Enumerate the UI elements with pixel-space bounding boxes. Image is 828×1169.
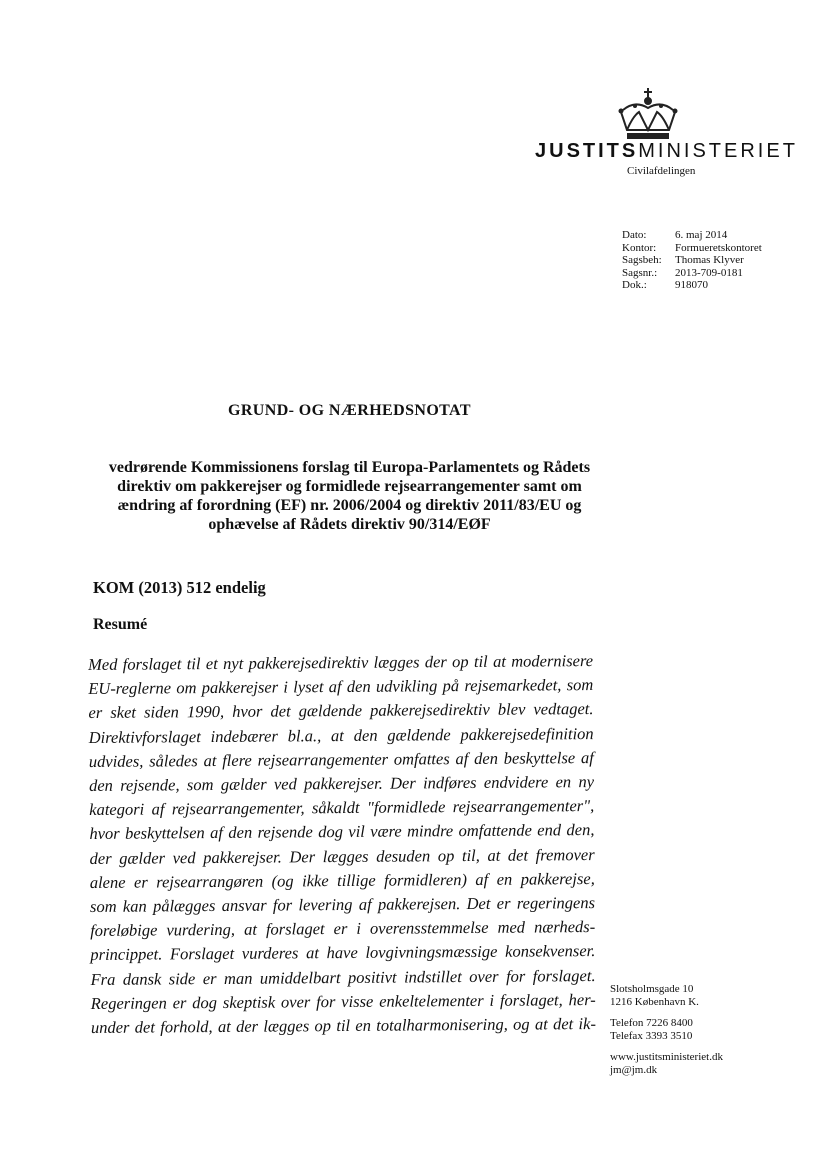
document-metadata xyxy=(622,229,762,292)
body-line: Regeringen er dog skeptisk over for visse enkeltelementer i forslaget, her- xyxy=(90,989,596,1013)
meta-key: Kontor: xyxy=(622,241,657,254)
division-name: Civilafdelingen xyxy=(627,165,696,177)
body-line: er sket siden 1990, hvor det gældende pakkerejsedirektiv blev vedtaget. xyxy=(88,699,594,723)
fax-number: Telefax 3393 3510 xyxy=(610,1029,693,1042)
meta-row-document xyxy=(622,279,762,292)
address-line: Slotsholmsgade 10 xyxy=(610,983,694,995)
ministry-name-part1: JUSTITS xyxy=(535,140,639,162)
crown-logo-icon xyxy=(617,86,679,140)
meta-value: 6. maj 2014 xyxy=(675,229,728,241)
meta-value: Formueretskontoret xyxy=(675,241,762,254)
address-block xyxy=(610,983,723,1008)
subject-line: ændring af forordning (EF) nr. 2006/2004 og direktiv 2011/83/EU og xyxy=(117,497,582,514)
meta-key: Sagsbeh: xyxy=(622,254,662,266)
web-block xyxy=(610,1051,723,1076)
meta-row-case-number xyxy=(622,267,762,280)
meta-row-date xyxy=(622,229,762,242)
body-line: foreløbige vurdering, at forslaget er i overensstemmelse med nærheds- xyxy=(90,917,596,941)
body-line: som kan pålægges ansvar for levering af pakkerejsen. Det er regeringens xyxy=(89,893,596,917)
subject-line: vedrørende Kommissionens forslag til Europa-Parlamentets og Rådets xyxy=(108,459,591,476)
body-line: hvor beskyttelsen af den rejsende dog vil være mindre omfattende end den, xyxy=(89,820,595,844)
section-heading: Resumé xyxy=(93,616,148,633)
email-link[interactable]: jm@jm.dk xyxy=(610,1063,658,1076)
subject-line: ophævelse af Rådets direktiv 90/314/EØF xyxy=(208,516,491,533)
document-reference: KOM (2013) 512 endelig xyxy=(93,578,266,597)
body-line: EU-reglerne om pakkerejser i lyset af den udvikling på rejsemarkedet, som xyxy=(88,675,594,699)
body-line: princippet. Forslaget vurderes at have lovgivningsmæssige konsekvenser. xyxy=(90,941,596,965)
body-line: der gælder ved pakkerejser. Der lægges desuden op til, at det fremover xyxy=(89,844,595,868)
body-line: Fra dansk side er man umiddelbart positivt indstillet over for forslaget. xyxy=(90,965,596,989)
meta-value: 918070 xyxy=(675,279,708,291)
body-line: Med forslaget til et nyt pakkerejsedirektiv lægges der op til at modernisere xyxy=(88,651,594,674)
meta-value: 2013-709-0181 xyxy=(675,266,743,279)
body-line: under det forhold, at der lægges op til en totalharmonisering, og at det ik- xyxy=(90,1014,597,1038)
contact-footer xyxy=(610,983,723,1076)
phone-block xyxy=(610,1017,723,1042)
phone-number: Telefon 7226 8400 xyxy=(610,1017,693,1029)
address-line: 1216 København K. xyxy=(610,995,699,1008)
ministry-logotype xyxy=(535,140,798,163)
body-line: udvides, således at flere rejsearrangementer omfattes af den beskyttelse af xyxy=(88,747,594,771)
meta-key: Dok.: xyxy=(622,279,647,291)
meta-row-caseworker xyxy=(622,254,762,267)
meta-key: Dato: xyxy=(622,229,647,241)
body-line: kategori af rejsearrangementer, såkaldt "formidlede rejsearrangementer", xyxy=(89,796,595,820)
subject-line: direktiv om pakkerejser og formidlede rejsearrangementer samt om xyxy=(117,478,582,495)
body-line: den rejsende, som gælder ved pakkerejser. Der indføres endvidere en ny xyxy=(88,772,595,796)
website-link[interactable]: www.justitsministeriet.dk xyxy=(610,1051,723,1063)
meta-value: Thomas Klyver xyxy=(675,254,744,266)
body-text xyxy=(88,649,596,1040)
document-subject xyxy=(82,458,617,534)
body-line: Direktivforslaget indebærer bl.a., at den gældende pakkerejsedefinition xyxy=(88,723,594,747)
body-line: alene er rejsearrangøren (og ikke tillige formidleren) af en pakkerejse, xyxy=(89,868,595,892)
ministry-name-part2: MINISTERIET xyxy=(638,140,798,162)
meta-key: Sagsnr.: xyxy=(622,266,658,279)
document-title: GRUND- OG NÆRHEDSNOTAT xyxy=(228,402,471,419)
meta-row-office xyxy=(622,242,762,255)
